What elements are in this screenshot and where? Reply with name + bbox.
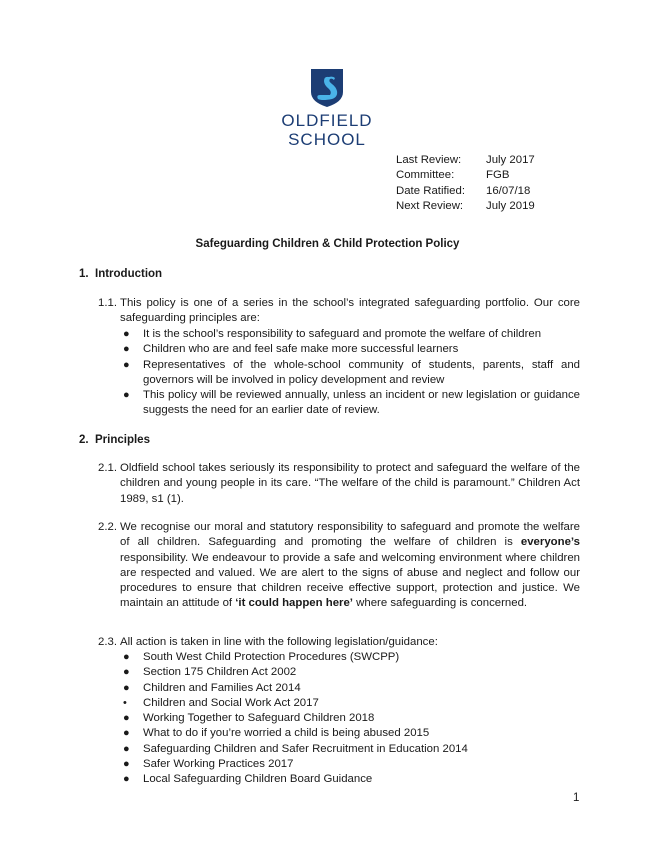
paragraph-text: We recognise our moral and statutory responsibility to safeguard and promote the welfare of all children. Safeguarding and promoting the welfare of children is everyone’s responsibility. We endeavour to provide a safe and welcoming environment where children are respected and valued. We are alert to the signs of abuse and neglect and follow our procedures to ensure that children receive effective support, protection and justice. We maintain an attitude of ‘it could happen here’ where safeguarding is concerned. bbox=[120, 521, 580, 610]
emphasis-it-could-happen-here: ‘it could happen here’ bbox=[235, 597, 353, 610]
section-title: Principles bbox=[95, 434, 150, 446]
list-item: ● Safer Working Practices 2017 bbox=[120, 757, 580, 772]
bullet-icon: ● bbox=[123, 358, 130, 371]
logo-text-line2: SCHOOL bbox=[288, 130, 366, 149]
review-label: Last Review: bbox=[396, 154, 462, 166]
bullet-icon: ● bbox=[123, 758, 130, 771]
section-heading-principles bbox=[79, 434, 150, 446]
list-item: ● Representatives of the whole-school community of students, parents, staff and governors will be involved in policy development and review bbox=[123, 358, 580, 386]
paragraph-2-1 bbox=[98, 461, 580, 507]
list-item: ● This policy will be reviewed annually, unless an incident or new legislation or guidance suggests the need for an earlier date of review. bbox=[123, 389, 580, 417]
list-item: ● Section 175 Children Act 2002 bbox=[120, 665, 580, 680]
review-value: FGB bbox=[486, 169, 510, 182]
section-number: 1. bbox=[79, 268, 89, 280]
bullet-icon: ● bbox=[123, 328, 130, 340]
emphasis-everyones: everyone’s bbox=[520, 536, 580, 549]
list-item: • Children and Social Work Act 2017 bbox=[120, 696, 580, 711]
list-item: ● What to do if you’re worried a child is being abused 2015 bbox=[120, 726, 580, 741]
review-label: Date Ratified: bbox=[396, 184, 466, 197]
bullet-icon: ● bbox=[123, 712, 130, 725]
paragraph-number: 1.1. bbox=[98, 297, 117, 309]
paragraph-number: 2.3. bbox=[98, 636, 117, 648]
bullet-icon: ● bbox=[123, 742, 130, 755]
bullet-icon: ● bbox=[123, 666, 130, 679]
list-item: ● South West Child Protection Procedures (SWCPP) bbox=[120, 650, 580, 665]
bullet-icon: ● bbox=[123, 727, 130, 740]
section-title: Introduction bbox=[95, 268, 163, 280]
section-heading-introduction bbox=[79, 268, 162, 280]
list-item: ● Local Safeguarding Children Board Guidance bbox=[120, 772, 580, 787]
review-label: Next Review: bbox=[396, 199, 464, 212]
review-value: July 2019 bbox=[486, 199, 535, 212]
paragraph-1-1 bbox=[98, 296, 580, 327]
paragraph-number: 2.1. bbox=[98, 462, 117, 474]
legislation-list bbox=[120, 650, 580, 788]
review-value: July 2017 bbox=[486, 154, 535, 166]
bullet-icon: ● bbox=[123, 773, 130, 786]
review-row bbox=[396, 168, 535, 183]
bullet-icon: ● bbox=[123, 343, 130, 356]
paragraph-text: Oldfield school takes seriously its responsibility to protect and safeguard the welfare of the children and young people in its care. “The welfare of the child is paramount.” Children Act 1989, s1 (1). bbox=[120, 462, 580, 505]
list-item: ● Working Together to Safeguard Children 2018 bbox=[120, 711, 580, 726]
list-item: ● It is the school’s responsibility to safeguard and promote the welfare of children bbox=[120, 327, 580, 342]
document-title: Safeguarding Children & Child Protection Policy bbox=[195, 238, 460, 250]
review-info bbox=[396, 153, 535, 214]
swan-crest-icon bbox=[310, 68, 344, 108]
principles-list bbox=[120, 327, 580, 419]
bullet-icon: ● bbox=[123, 389, 130, 402]
section-number: 2. bbox=[79, 434, 89, 446]
review-row bbox=[396, 184, 535, 199]
paragraph-2-3 bbox=[98, 635, 580, 650]
paragraph-number: 2.2. bbox=[98, 521, 117, 533]
list-item: ● Safeguarding Children and Safer Recruitment in Education 2014 bbox=[120, 742, 580, 757]
paragraph-text: This policy is one of a series in the school’s integrated safeguarding portfolio. Our core safeguarding principles are: bbox=[120, 297, 580, 325]
bullet-icon: ● bbox=[123, 651, 130, 663]
page-number: 1 bbox=[573, 792, 580, 804]
school-logo bbox=[262, 60, 392, 152]
list-item: ● Children and Families Act 2014 bbox=[120, 681, 580, 696]
paragraph-text: All action is taken in line with the following legislation/guidance: bbox=[120, 636, 438, 648]
bullet-icon: • bbox=[123, 696, 127, 709]
paragraph-2-2 bbox=[98, 520, 580, 612]
review-row bbox=[396, 153, 535, 168]
list-item: ● Children who are and feel safe make more successful learners bbox=[120, 342, 580, 357]
bullet-icon: ● bbox=[123, 681, 130, 694]
logo-text-line1: OLDFIELD bbox=[281, 111, 373, 130]
review-row bbox=[396, 199, 535, 214]
review-value: 16/07/18 bbox=[486, 184, 531, 197]
review-label: Committee: bbox=[396, 169, 455, 182]
